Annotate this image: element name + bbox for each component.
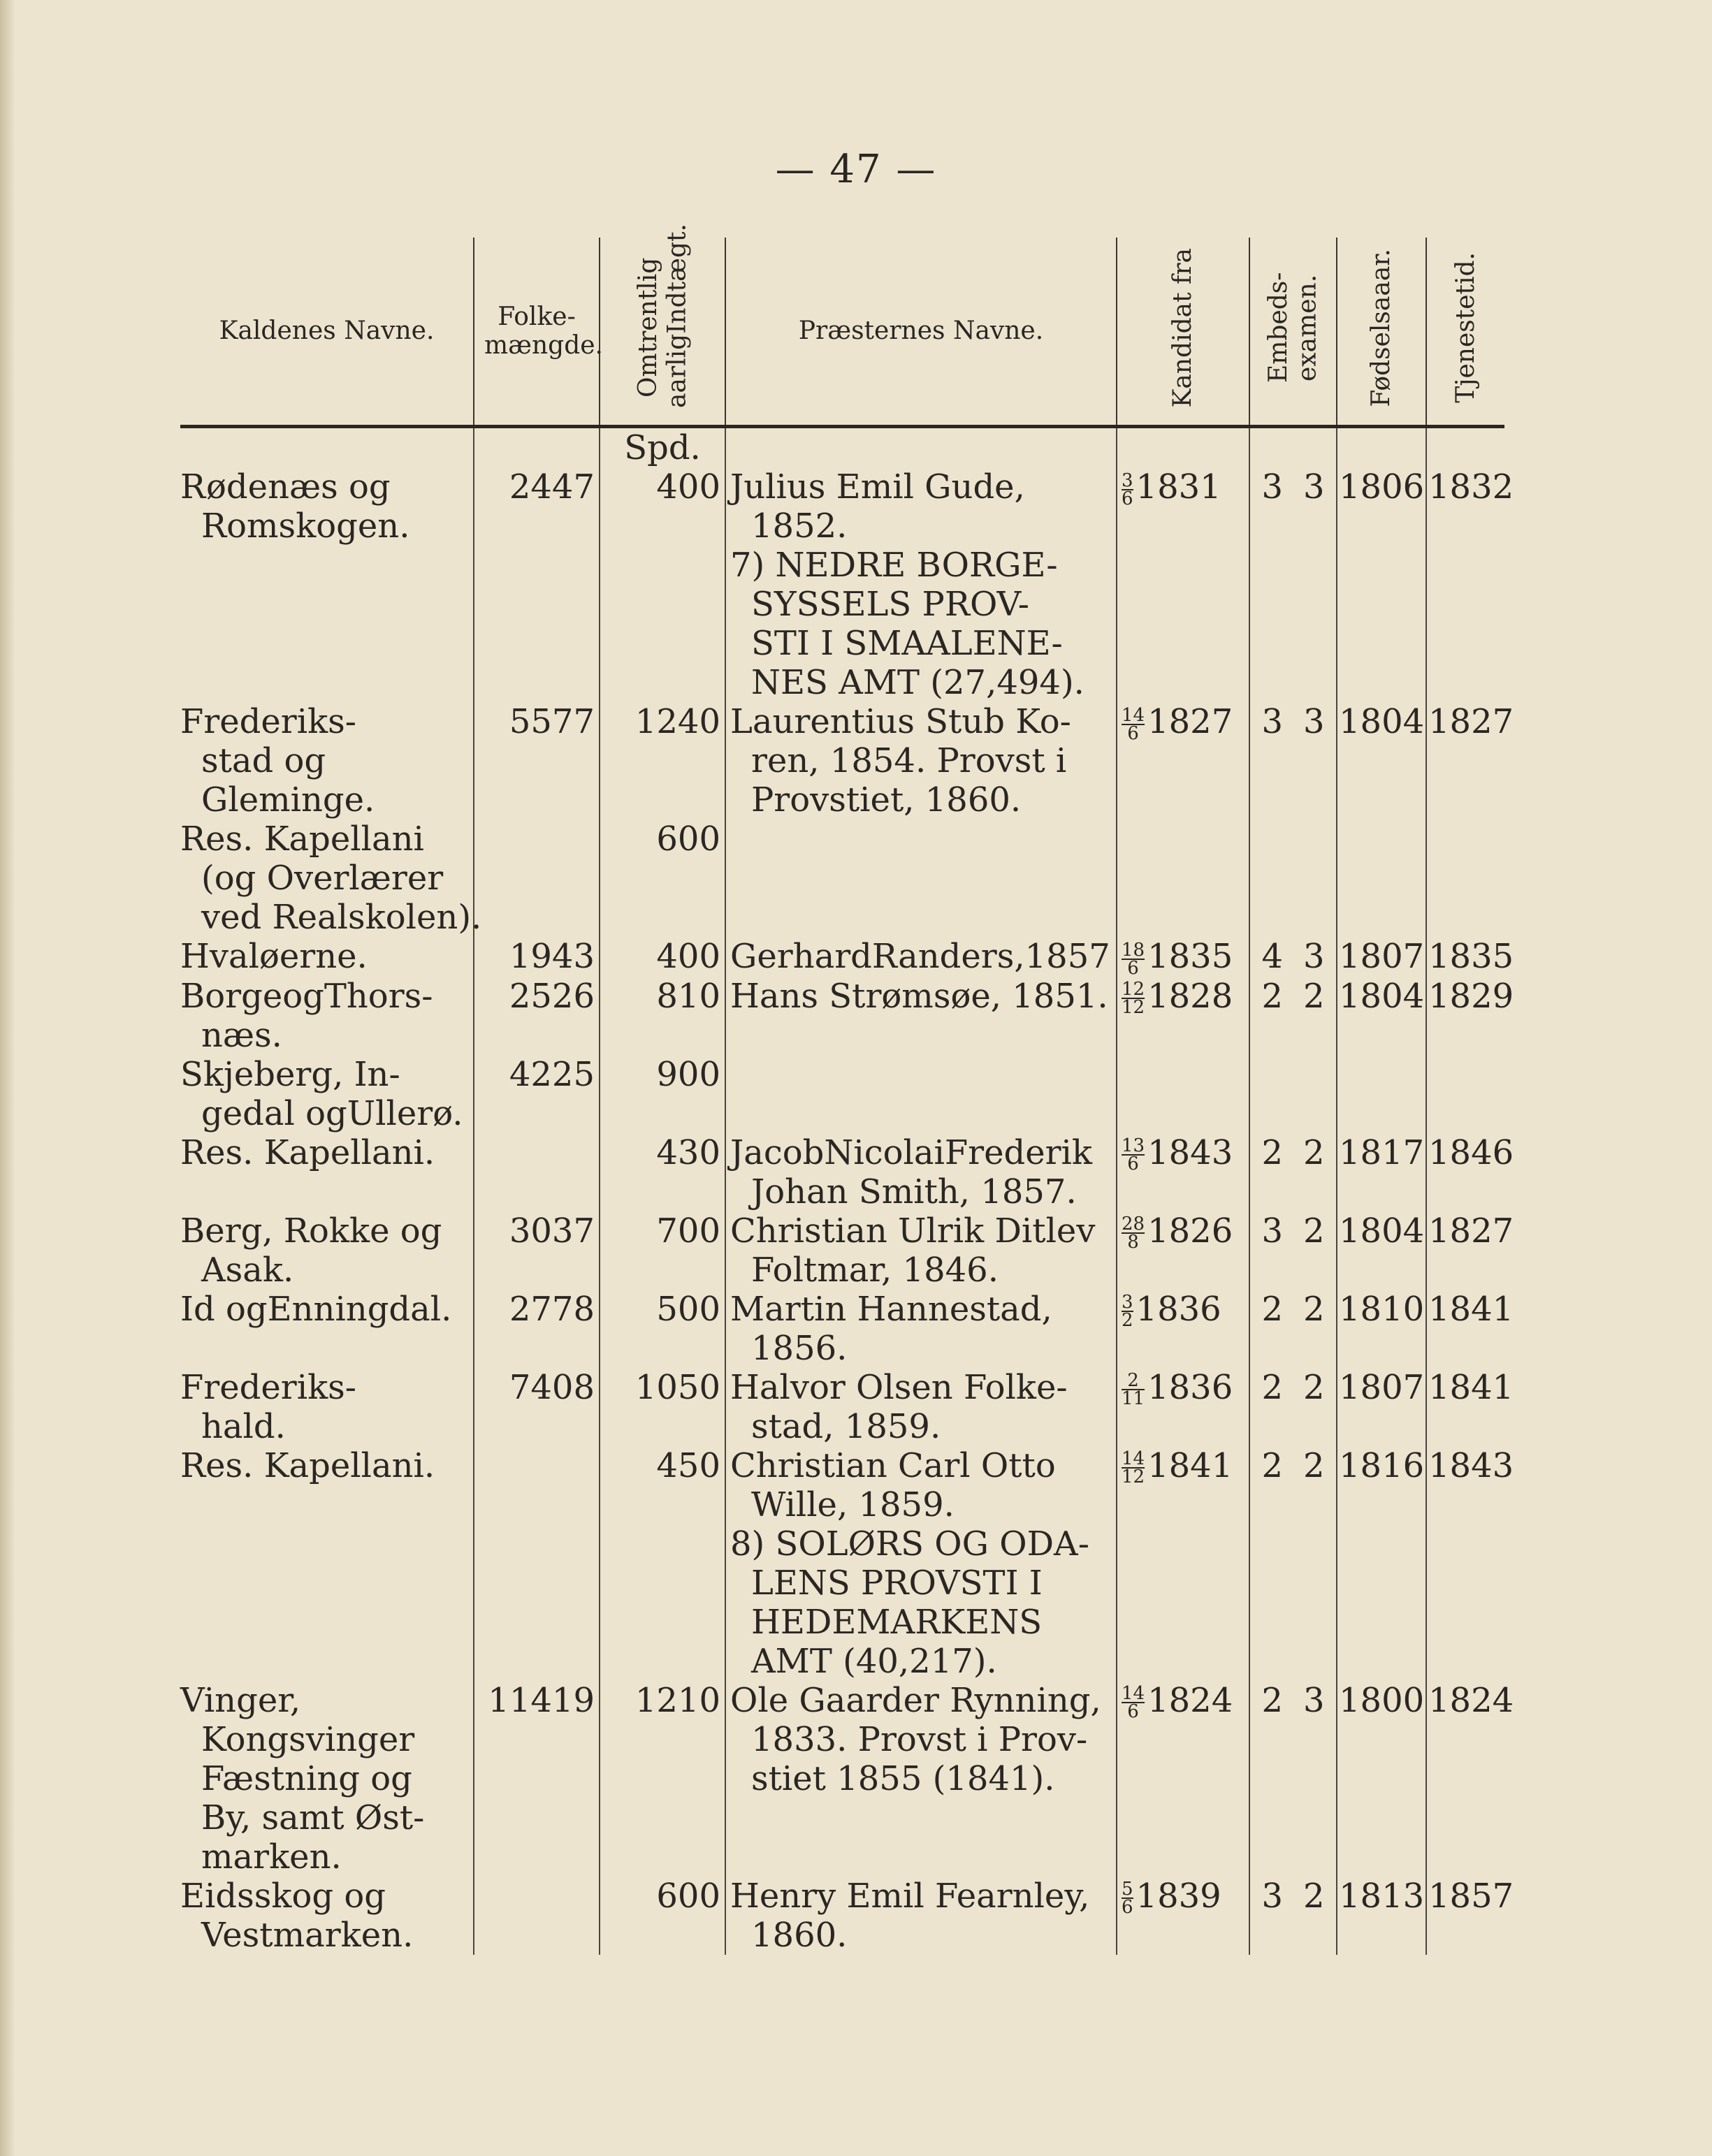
cell-parish-name (180, 1211, 474, 1290)
name-line: (og Overlærer (201, 859, 444, 898)
cell-exam: 2 2 (1249, 1133, 1337, 1211)
cell-population: 2447 (474, 467, 600, 546)
cell-birth-year: 1804 (1337, 702, 1426, 820)
cell-candidate (1117, 467, 1249, 546)
cell-candidate (1117, 977, 1249, 1055)
cell-candidate (1117, 820, 1249, 937)
cell-priest-name (725, 1211, 1117, 1290)
cell-candidate (1117, 1290, 1249, 1368)
cell-service-year: 1832 (1426, 467, 1504, 546)
cell-population (474, 1133, 600, 1211)
priest-line: AMT (40,217). (751, 1641, 997, 1681)
cell-birth-year (1337, 1524, 1426, 1681)
cell-priest-name (725, 1290, 1117, 1368)
name-line: Frederiks- (180, 702, 357, 741)
name-line: Vestmarken. (201, 1915, 414, 1955)
cell-service-year (1426, 820, 1504, 937)
priest-line: GerhardRanders,1857 (730, 937, 1110, 976)
candidate-year: 1835 (1147, 937, 1233, 976)
cell-candidate (1117, 1211, 1249, 1290)
unit-label: Spd. (600, 427, 725, 468)
parish-table (180, 224, 1514, 1955)
name-line: Res. Kapellani. (180, 1445, 435, 1485)
priest-line: NES AMT (27,494). (751, 663, 1084, 702)
grade-fraction: $\frac{18}{6}$ (1122, 939, 1145, 979)
cell-income (600, 1524, 725, 1681)
grade-fraction: $\frac{28}{8}$ (1122, 1214, 1145, 1253)
name-line: Frederiks- (180, 1367, 357, 1407)
name-line: Hvaløerne. (180, 937, 368, 976)
candidate-year: 1836 (1147, 1367, 1233, 1407)
priest-line: LENS PROVSTI I (751, 1563, 1043, 1603)
grade-fraction: $\frac{12}{12}$ (1122, 979, 1145, 1018)
cell-service-year: 1857 (1426, 1877, 1504, 1955)
cell-exam: 3 2 (1249, 1877, 1337, 1955)
parish-table-container (180, 224, 1514, 1955)
name-line: hald. (201, 1406, 286, 1446)
grade-fraction: $\frac{14}{6}$ (1122, 1683, 1145, 1722)
grade-fraction: $\frac{5}{6}$ (1122, 1879, 1133, 1918)
name-line: Berg, Rokke og (180, 1211, 442, 1251)
cell-parish-name (180, 977, 474, 1055)
cell-priest-name (725, 1055, 1117, 1133)
priest-line: Provstiet, 1860. (751, 780, 1022, 820)
table-row (180, 1368, 1504, 1446)
table-row (180, 1524, 1504, 1681)
cell-parish-name (180, 1055, 474, 1133)
header-priest: Præsternes Navne. (725, 238, 1117, 427)
table-row (180, 820, 1504, 937)
cell-income: 1210 (600, 1681, 725, 1877)
cell-exam: 2 2 (1249, 977, 1337, 1055)
cell-birth-year: 1807 (1337, 937, 1426, 977)
table-body (180, 427, 1514, 1955)
cell-population (474, 546, 600, 702)
cell-income: 810 (600, 977, 725, 1055)
header-population: Folke-mængde. (474, 238, 600, 427)
name-line: By, samt Øst- (201, 1798, 425, 1837)
header-income: Omtrentlig aarligIndtægt. (600, 238, 725, 427)
name-line: marken. (201, 1837, 342, 1877)
cell-parish-name (180, 546, 474, 702)
header-name: Kaldenes Navne. (219, 316, 435, 346)
cell-income: 400 (600, 937, 725, 977)
cell-birth-year (1337, 820, 1426, 937)
name-line: Asak. (201, 1250, 294, 1290)
name-line: Eidsskog og (180, 1876, 386, 1916)
grade-fraction: $\frac{3}{2}$ (1122, 1292, 1133, 1331)
table-row (180, 1877, 1504, 1955)
cell-birth-year: 1816 (1337, 1446, 1426, 1524)
priest-line: Wille, 1859. (751, 1485, 955, 1524)
table-row (180, 1446, 1504, 1524)
priest-line: ren, 1854. Provst i (751, 741, 1067, 780)
candidate-year: 1827 (1147, 702, 1233, 741)
cell-income: 1050 (600, 1368, 725, 1446)
priest-line: stad, 1859. (751, 1406, 941, 1446)
grade-fraction: $\frac{13}{6}$ (1122, 1135, 1145, 1174)
cell-candidate (1117, 1133, 1249, 1211)
priest-line: Ole Gaarder Rynning, (730, 1680, 1101, 1720)
cell-service-year: 1835 (1426, 937, 1504, 977)
cell-population: 11419 (474, 1681, 600, 1877)
cell-birth-year: 1817 (1337, 1133, 1426, 1211)
cell-parish-name (180, 1133, 474, 1211)
priest-line: Christian Ulrik Ditlev (730, 1211, 1096, 1251)
table-row (180, 467, 1504, 546)
cell-parish-name (180, 467, 474, 546)
cell-exam: 3 2 (1249, 1211, 1337, 1290)
priest-line: Julius Emil Gude, (730, 467, 1025, 507)
page-number: — 47 — (775, 147, 937, 192)
priest-line: JacobNicolaiFrederik (730, 1132, 1092, 1172)
cell-income: 450 (600, 1446, 725, 1524)
cell-exam: 2 3 (1249, 1681, 1337, 1877)
candidate-year: 1828 (1147, 976, 1233, 1016)
priest-line: 1856. (751, 1328, 848, 1368)
cell-exam (1249, 1524, 1337, 1681)
priest-line: 7) NEDRE BORGE- (730, 546, 1058, 585)
cell-service-year (1426, 1524, 1504, 1681)
table-row (180, 1055, 1504, 1133)
cell-parish-name (180, 1877, 474, 1955)
table-row (180, 1133, 1504, 1211)
name-line: Kongsvinger (201, 1719, 415, 1759)
name-line: Romskogen. (201, 507, 410, 546)
table-row (180, 937, 1504, 977)
cell-service-year: 1846 (1426, 1133, 1504, 1211)
priest-line: Johan Smith, 1857. (751, 1172, 1077, 1211)
cell-income: 600 (600, 1877, 725, 1955)
grade-fraction: $\frac{3}{6}$ (1122, 469, 1133, 509)
priest-line: Henry Emil Fearnley, (730, 1876, 1090, 1916)
cell-population (474, 1446, 600, 1524)
header-birth: Fødselsaaar. (1337, 238, 1426, 427)
cell-income: 400 (600, 467, 725, 546)
cell-service-year: 1824 (1426, 1681, 1504, 1877)
cell-parish-name (180, 820, 482, 937)
candidate-year: 1824 (1147, 1680, 1233, 1720)
name-line: BorgeogThors- (180, 976, 433, 1016)
grade-fraction: $\frac{14}{6}$ (1122, 704, 1145, 744)
cell-priest-name (725, 702, 1117, 820)
cell-income: 700 (600, 1211, 725, 1290)
priest-line: HEDEMARKENS (751, 1602, 1043, 1642)
name-line: Vinger, (180, 1680, 301, 1720)
name-line: Res. Kapellani (180, 820, 424, 859)
cell-population: 4225 (474, 1055, 600, 1133)
cell-candidate (1117, 1877, 1249, 1955)
candidate-year: 1831 (1136, 467, 1221, 507)
grade-fraction: $\frac{14}{12}$ (1122, 1448, 1145, 1487)
grade-fraction: $\frac{2}{11}$ (1122, 1370, 1145, 1409)
cell-candidate (1117, 937, 1249, 977)
cell-parish-name (180, 702, 474, 820)
cell-candidate (1117, 1055, 1249, 1133)
cell-service-year: 1827 (1426, 702, 1504, 820)
cell-service-year: 1827 (1426, 1211, 1504, 1290)
cell-population: 2778 (474, 1290, 600, 1368)
priest-line: 8) SOLØRS OG ODA- (730, 1524, 1089, 1564)
cell-parish-name (180, 1290, 474, 1368)
cell-birth-year: 1800 (1337, 1681, 1426, 1877)
priest-line: Halvor Olsen Folke- (730, 1367, 1068, 1407)
cell-parish-name (180, 937, 474, 977)
page-binding-edge (0, 0, 15, 2156)
cell-income: 500 (600, 1290, 725, 1368)
cell-parish-name (180, 1446, 474, 1524)
cell-exam: 2 2 (1249, 1290, 1337, 1368)
cell-income (600, 546, 725, 702)
cell-population (474, 1524, 600, 1681)
priest-line: SYSSELS PROV- (751, 585, 1029, 624)
header-candidate: Kandidat fra (1117, 238, 1249, 427)
name-line: ved Realskolen). (201, 898, 482, 937)
table-row (180, 1290, 1504, 1368)
cell-service-year (1426, 546, 1504, 702)
header-service: Tjenestetid. (1426, 238, 1504, 427)
table-row (180, 1211, 1504, 1290)
cell-service-year: 1829 (1426, 977, 1504, 1055)
cell-exam (1249, 546, 1337, 702)
cell-candidate (1117, 546, 1249, 702)
cell-priest-name (725, 1524, 1117, 1681)
cell-income: 1240 (600, 702, 725, 820)
name-line: Res. Kapellani. (180, 1132, 435, 1172)
table-row (180, 546, 1504, 702)
cell-birth-year: 1813 (1337, 1877, 1426, 1955)
cell-population: 1943 (474, 937, 600, 977)
priest-line: STI I SMAALENE- (751, 624, 1063, 663)
header-row (180, 238, 1504, 427)
name-line: stad og (201, 741, 326, 780)
cell-birth-year (1337, 1055, 1426, 1133)
cell-population: 5577 (474, 702, 600, 820)
candidate-year: 1841 (1147, 1445, 1233, 1485)
cell-income: 900 (600, 1055, 725, 1133)
name-line: Rødenæs og (180, 467, 391, 507)
cell-exam (1249, 1055, 1337, 1133)
cell-population: 2526 (474, 977, 600, 1055)
cell-parish-name (180, 1681, 474, 1877)
cell-birth-year: 1807 (1337, 1368, 1426, 1446)
cell-candidate (1117, 1524, 1249, 1681)
name-line: Fæstning og (201, 1758, 412, 1798)
priest-line: Foltmar, 1846. (751, 1250, 999, 1290)
cell-service-year: 1841 (1426, 1290, 1504, 1368)
priest-line: Hans Strømsøe, 1851. (730, 976, 1108, 1016)
cell-priest-name (725, 977, 1117, 1055)
cell-population: 3037 (474, 1211, 600, 1290)
cell-parish-name (180, 1368, 474, 1446)
cell-candidate (1117, 1368, 1249, 1446)
cell-exam (1249, 820, 1337, 937)
cell-priest-name (725, 1877, 1117, 1955)
cell-birth-year: 1810 (1337, 1290, 1426, 1368)
cell-priest-name (725, 937, 1117, 977)
priest-line: Christian Carl Otto (730, 1445, 1056, 1485)
name-line: Id ogEnningdal. (180, 1289, 452, 1329)
unit-row (180, 427, 1504, 468)
cell-service-year: 1841 (1426, 1368, 1504, 1446)
candidate-year: 1826 (1147, 1211, 1233, 1251)
header-exam: Embeds-examen. (1249, 238, 1337, 427)
cell-birth-year (1337, 546, 1426, 702)
table-row (180, 977, 1504, 1055)
cell-candidate (1117, 1446, 1249, 1524)
cell-birth-year: 1806 (1337, 467, 1426, 546)
priest-line: 1852. (751, 507, 848, 546)
cell-priest-name (725, 546, 1117, 702)
cell-priest-name (725, 467, 1117, 546)
cell-priest-name (725, 1368, 1117, 1446)
table-row (180, 1681, 1504, 1877)
name-line: næs. (201, 1015, 282, 1055)
name-line: Gleminge. (201, 780, 375, 820)
cell-candidate (1117, 1681, 1249, 1877)
cell-birth-year: 1804 (1337, 977, 1426, 1055)
cell-exam: 2 2 (1249, 1368, 1337, 1446)
cell-population: 7408 (474, 1368, 600, 1446)
cell-parish-name (180, 1524, 474, 1681)
cell-exam: 4 3 (1249, 937, 1337, 977)
cell-priest-name (725, 820, 1117, 937)
cell-service-year (1426, 1055, 1504, 1133)
priest-line: 1833. Provst i Prov- (751, 1719, 1088, 1759)
name-line: Skjeberg, In- (180, 1054, 400, 1094)
candidate-year: 1843 (1147, 1132, 1233, 1172)
cell-priest-name (725, 1446, 1117, 1524)
cell-exam: 3 3 (1249, 467, 1337, 546)
cell-priest-name (725, 1133, 1117, 1211)
priest-line: Laurentius Stub Ko- (730, 702, 1071, 741)
cell-birth-year: 1804 (1337, 1211, 1426, 1290)
cell-priest-name (725, 1681, 1117, 1877)
cell-candidate (1117, 702, 1249, 820)
priest-line: stiet 1855 (1841). (751, 1758, 1055, 1798)
name-line: gedal ogUllerø. (201, 1093, 463, 1133)
cell-income: 600 (600, 820, 725, 937)
cell-service-year: 1843 (1426, 1446, 1504, 1524)
cell-exam: 2 2 (1249, 1446, 1337, 1524)
cell-population (474, 820, 600, 937)
candidate-year: 1839 (1136, 1876, 1221, 1916)
cell-population (474, 1877, 600, 1955)
cell-income: 430 (600, 1133, 725, 1211)
priest-line: Martin Hannestad, (730, 1289, 1052, 1329)
table-row (180, 702, 1504, 820)
candidate-year: 1836 (1136, 1289, 1221, 1329)
cell-exam: 3 3 (1249, 702, 1337, 820)
priest-line: 1860. (751, 1915, 848, 1955)
